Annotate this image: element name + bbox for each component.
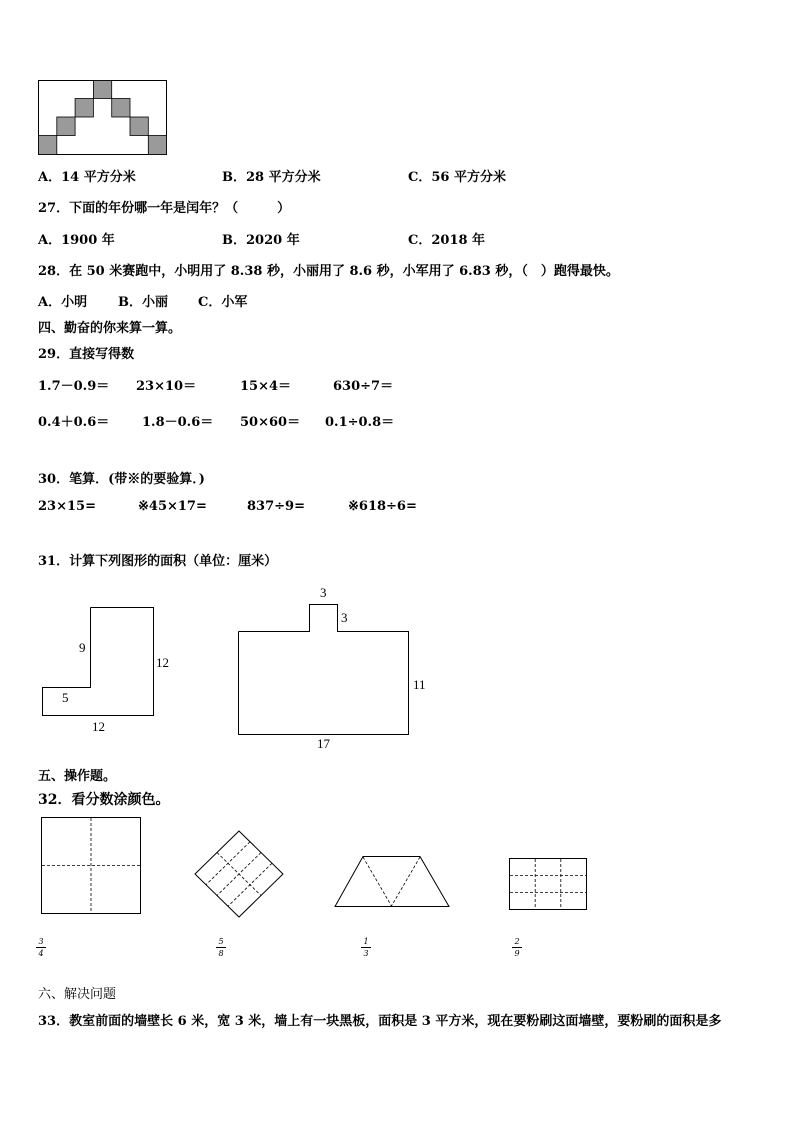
q28-option-b: B．小丽 xyxy=(118,295,168,310)
q30-item: 837÷9= xyxy=(247,499,305,514)
q31-fig1-label-5: 5 xyxy=(62,690,69,705)
q31-fig2-label-3-side: 3 xyxy=(341,610,348,625)
q32-fraction-1 xyxy=(36,937,46,958)
fraction-numerator: 2 xyxy=(514,937,520,946)
q31-tab-rectangle-figure xyxy=(238,604,410,736)
fraction-denominator: 8 xyxy=(218,949,224,958)
section-4-heading: 四、勤奋的你来算一算。 xyxy=(38,321,182,336)
fraction-denominator: 9 xyxy=(514,949,520,958)
q30-title: 30．笔算．(带※的要验算．) xyxy=(38,472,205,487)
q27-option-b: B．2020 年 xyxy=(222,233,300,248)
q27-option-a: A．1900 年 xyxy=(38,233,115,248)
q29-row2-item: 50×60＝ xyxy=(240,415,301,430)
q29-title: 29．直接写得数 xyxy=(38,347,135,362)
q31-fig1-label-12-right: 12 xyxy=(156,655,169,670)
q32-trapezoid-thirds xyxy=(334,856,450,908)
q31-fig1-label-12-bottom: 12 xyxy=(92,719,105,734)
q32-rectangle-ninths xyxy=(509,858,588,911)
q26-staircase-figure xyxy=(38,80,168,156)
q31-title: 31．计算下列图形的面积（单位：厘米） xyxy=(38,554,278,569)
q30-item: 23×15= xyxy=(38,499,96,514)
q32-diamond-eighths xyxy=(194,830,284,918)
q31-fig1-label-9: 9 xyxy=(79,640,86,655)
q31-fig2-label-3-top: 3 xyxy=(320,585,327,600)
q32-square-quarters xyxy=(41,817,142,915)
q29-row1-item: 1.7－0.9＝ xyxy=(38,379,110,394)
q30-item: ※45×17= xyxy=(138,499,207,514)
q29-row1-item: 15×4＝ xyxy=(240,379,292,394)
q29-row2-item: 1.8－0.6＝ xyxy=(142,415,214,430)
q27-option-c: C．2018 年 xyxy=(408,233,486,248)
q32-title: 32．看分数涂颜色。 xyxy=(38,792,170,808)
q29-row1-item: 630÷7＝ xyxy=(333,379,394,394)
section-5-heading: 五、操作题。 xyxy=(38,769,117,784)
q28-option-a: A．小明 xyxy=(38,295,88,310)
fraction-denominator: 3 xyxy=(363,949,369,958)
q33-question: 33．教室前面的墙壁长 6 米，宽 3 米，墙上有一块黑板，面积是 3 平方米，现在要粉刷这面墙壁，要粉刷的面积是多 xyxy=(38,1014,722,1029)
q28-question: 28．在 50 米赛跑中，小明用了 8.38 秒，小丽用了 8.6 秒，小军用了 6.83 秒，（ ）跑得最快。 xyxy=(38,264,619,279)
q32-fraction-3 xyxy=(361,937,371,958)
q26-option-a: A．14 平方分米 xyxy=(38,170,136,185)
q27-question: 27．下面的年份哪一年是闰年？（ ） xyxy=(38,201,291,216)
q32-fraction-2 xyxy=(216,937,226,958)
q29-row1-item: 23×10＝ xyxy=(136,379,197,394)
fraction-numerator: 1 xyxy=(363,937,369,946)
fraction-numerator: 5 xyxy=(218,937,224,946)
q31-fig2-label-17: 17 xyxy=(317,736,330,751)
q31-l-shape-figure xyxy=(42,607,156,717)
q29-row2-item: 0.1÷0.8＝ xyxy=(325,415,395,430)
q32-fraction-4 xyxy=(512,937,522,958)
q26-option-c: C．56 平方分米 xyxy=(408,170,506,185)
q30-item: ※618÷6= xyxy=(348,499,417,514)
q29-row2-item: 0.4＋0.6＝ xyxy=(38,415,110,430)
q31-fig2-label-11: 11 xyxy=(413,677,426,692)
fraction-numerator: 3 xyxy=(38,937,44,946)
q26-option-b: B．28 平方分米 xyxy=(222,170,321,185)
section-6-heading: 六、解决问题 xyxy=(38,987,117,1002)
fraction-denominator: 4 xyxy=(38,949,44,958)
q28-option-c: C．小军 xyxy=(198,295,248,310)
